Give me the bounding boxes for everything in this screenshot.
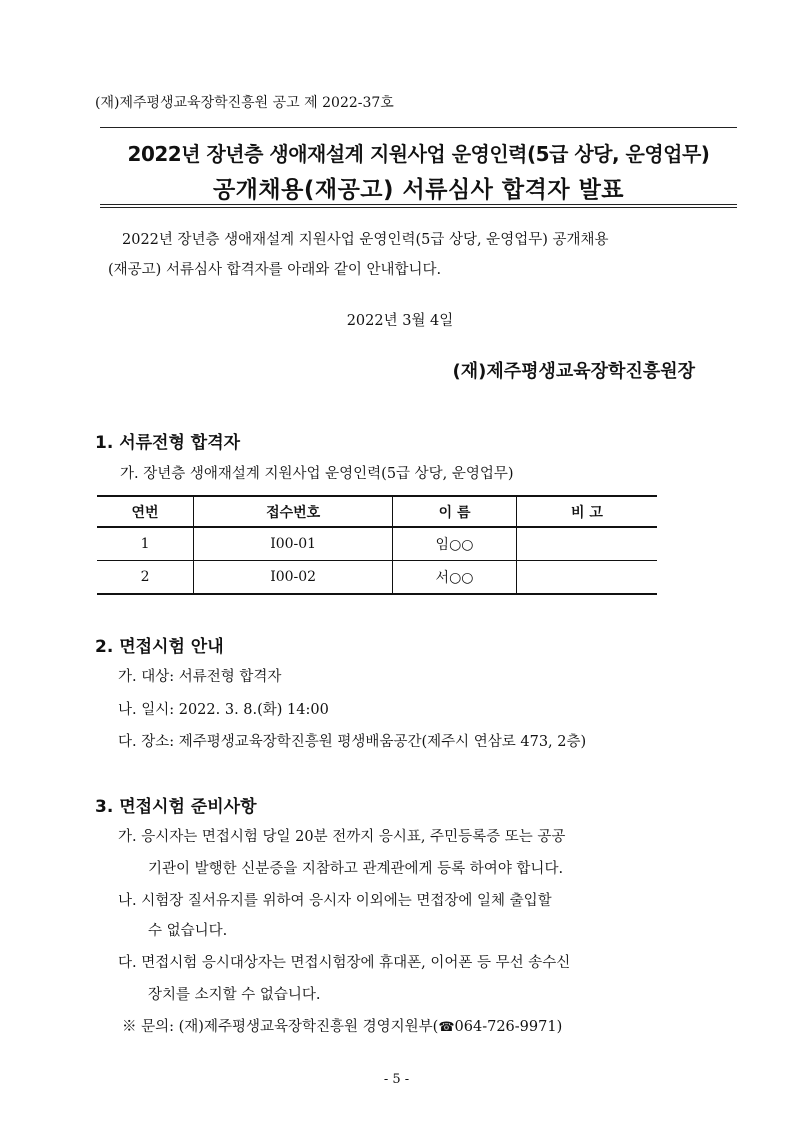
- announcement-date: 2022년 3월 4일: [346, 313, 454, 329]
- cell-name: 서○○: [393, 561, 517, 595]
- signer: (재)제주평생교육장학진흥원장: [452, 361, 695, 382]
- column-header-name: 이 름: [393, 496, 517, 527]
- interview-location: 다. 장소: 제주평생교육장학진흥원 평생배움공간(제주시 연삼로 473, 2층): [118, 734, 587, 750]
- interview-target: 가. 대상: 서류전형 합격자: [118, 669, 282, 685]
- table-header-row: [97, 496, 657, 527]
- interview-datetime: 나. 일시: 2022. 3. 8.(화) 14:00: [118, 702, 329, 718]
- title-bottom-rule-double: [100, 207, 737, 208]
- section-3-heading: 3. 면접시험 준비사항: [95, 797, 257, 817]
- intro-line-1: 2022년 장년층 생애재설계 지원사업 운영인력(5급 상당, 운영업무) 공개채용: [122, 232, 609, 248]
- preparation-item-1-line-1: 가. 응시자는 면접시험 당일 20분 전까지 응시표, 주민등록증 또는 공공: [118, 829, 566, 845]
- intro-line-2: (재공고) 서류심사 합격자를 아래와 같이 안내합니다.: [108, 262, 442, 278]
- contact-prefix: ※ 문의: (재)제주평생교육장학진흥원 경영지원부(: [122, 1019, 439, 1035]
- section-1-heading: 1. 서류전형 합격자: [95, 433, 241, 453]
- title-bottom-rule: [100, 204, 737, 205]
- preparation-item-2-line-2: 수 없습니다.: [148, 923, 228, 939]
- telephone-icon: ☎: [438, 1020, 455, 1035]
- section-2-heading: 2. 면접시험 안내: [95, 637, 224, 657]
- cell-number: 2: [97, 561, 194, 595]
- column-header-remarks: 비 고: [516, 496, 657, 527]
- contact-suffix: ): [556, 1019, 563, 1035]
- page-number: - 5 -: [383, 1072, 410, 1087]
- contact-phone: 064-726-9971: [454, 1019, 557, 1035]
- preparation-item-3-line-1: 다. 면접시험 응시대상자는 면접시험장에 휴대폰, 이어폰 등 무선 송수신: [118, 955, 571, 971]
- cell-application-no: I00-01: [194, 527, 393, 561]
- preparation-item-2-line-1: 나. 시험장 질서유지를 위하여 응시자 이외에는 면접장에 일체 출입할: [118, 893, 552, 909]
- cell-remarks: [516, 527, 657, 561]
- notice-number: (재)제주평생교육장학진흥원 공고 제 2022-37호: [95, 95, 394, 111]
- contact-info: [122, 1015, 562, 1036]
- section-1-subheading: 가. 장년층 생애재설계 지원사업 운영인력(5급 상당, 운영업무): [120, 466, 514, 482]
- table-row: [97, 527, 657, 561]
- column-header-number: 연번: [97, 496, 194, 527]
- cell-name: 임○○: [393, 527, 517, 561]
- cell-application-no: I00-02: [194, 561, 393, 595]
- results-table: [97, 495, 657, 595]
- preparation-item-1-line-2: 기관이 발행한 신분증을 지참하고 관계관에게 등록 하여야 합니다.: [148, 861, 564, 877]
- title-top-rule: [100, 127, 737, 128]
- title-line-1: 2022년 장년층 생애재설계 지원사업 운영인력(5급 상당, 운영업무): [127, 142, 710, 166]
- table-row: [97, 561, 657, 595]
- cell-number: 1: [97, 527, 194, 561]
- preparation-item-3-line-2: 장치를 소지할 수 없습니다.: [148, 987, 321, 1003]
- column-header-application-no: 접수번호: [194, 496, 393, 527]
- title-line-2: 공개채용(재공고) 서류심사 합격자 발표: [212, 177, 625, 203]
- cell-remarks: [516, 561, 657, 595]
